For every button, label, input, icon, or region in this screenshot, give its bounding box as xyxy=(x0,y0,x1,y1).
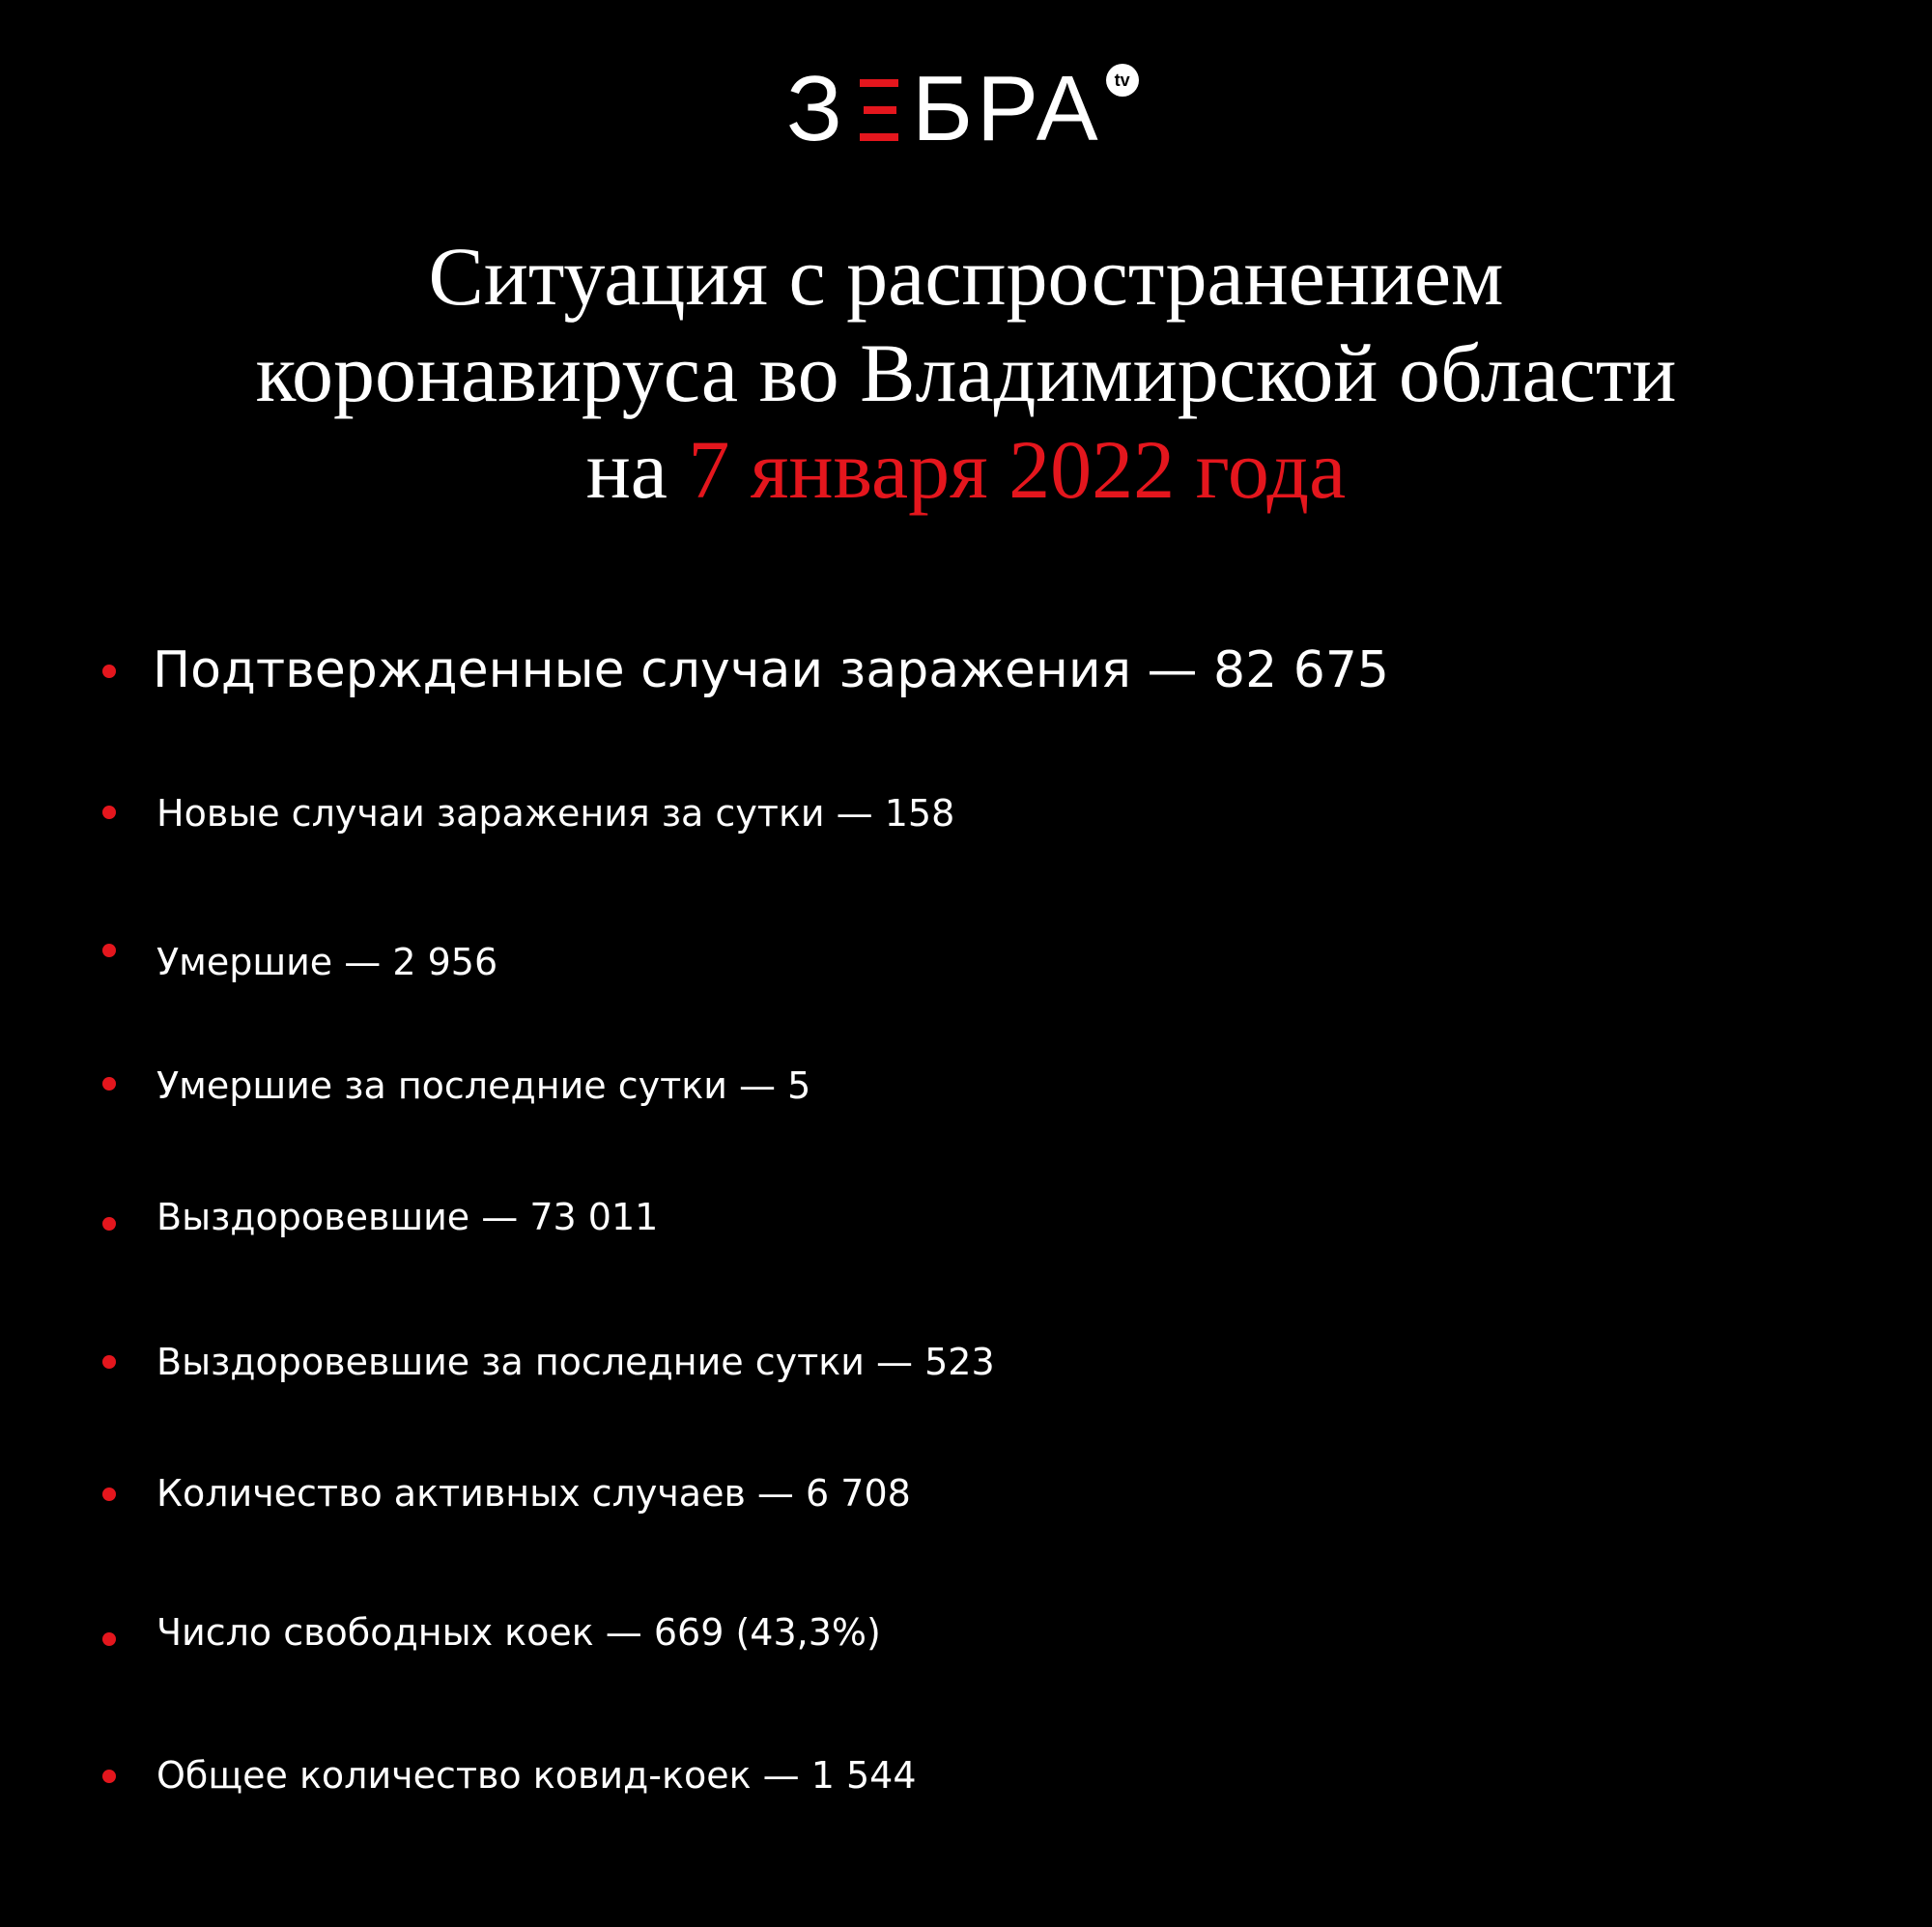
stat-confirmed-cases xyxy=(0,641,1932,699)
stat-label: Общее количество ковид-коек — 1 544 xyxy=(156,1754,917,1797)
logo-letter-z: З xyxy=(786,57,846,160)
logo-letters-bra: БРА xyxy=(911,57,1102,160)
stat-label: Умершие за последние сутки — 5 xyxy=(156,1064,811,1107)
page-title xyxy=(0,228,1932,518)
stat-total-covid-beds xyxy=(0,1746,1932,1804)
stat-new-cases-day xyxy=(0,784,1932,842)
bullet-icon xyxy=(102,1077,116,1091)
title-date-prefix: на xyxy=(585,423,668,516)
stat-free-beds xyxy=(0,1603,1932,1661)
stat-recovered xyxy=(0,1188,1932,1246)
logo-red-e-mark xyxy=(860,79,898,141)
stat-label: Выздоровевшие за последние сутки — 523 xyxy=(156,1341,995,1383)
stat-label: Выздоровевшие — 73 011 xyxy=(156,1196,659,1238)
title-line-1: Ситуация с распространением xyxy=(428,230,1504,323)
bullet-icon xyxy=(102,1217,116,1231)
bullet-icon xyxy=(102,1632,116,1646)
logo-tv-badge: tv xyxy=(1106,64,1139,97)
zebra-tv-logo xyxy=(786,57,1139,160)
stat-label: Число свободных коек — 669 (43,3%) xyxy=(156,1611,881,1654)
stat-active-cases xyxy=(0,1464,1932,1522)
bullet-icon xyxy=(102,1770,116,1783)
stat-label: Количество активных случаев — 6 708 xyxy=(156,1472,911,1515)
bullet-icon xyxy=(102,665,116,678)
title-line-3 xyxy=(0,421,1932,518)
bullet-icon xyxy=(102,806,116,819)
bullet-icon xyxy=(102,944,116,957)
stat-deaths xyxy=(0,933,1932,991)
title-date: 7 января 2022 года xyxy=(688,423,1347,516)
bullet-icon xyxy=(102,1355,116,1369)
stat-deaths-day xyxy=(0,1057,1932,1115)
title-line-2: коронавируса во Владимирской области xyxy=(255,326,1677,419)
stat-label: Новые случаи заражения за сутки — 158 xyxy=(156,792,955,835)
stat-recovered-day xyxy=(0,1333,1932,1391)
bullet-icon xyxy=(102,1488,116,1501)
stat-label: Умершие — 2 956 xyxy=(156,941,498,983)
stat-label: Подтвержденные случаи заражения — 82 675 xyxy=(153,641,1389,699)
